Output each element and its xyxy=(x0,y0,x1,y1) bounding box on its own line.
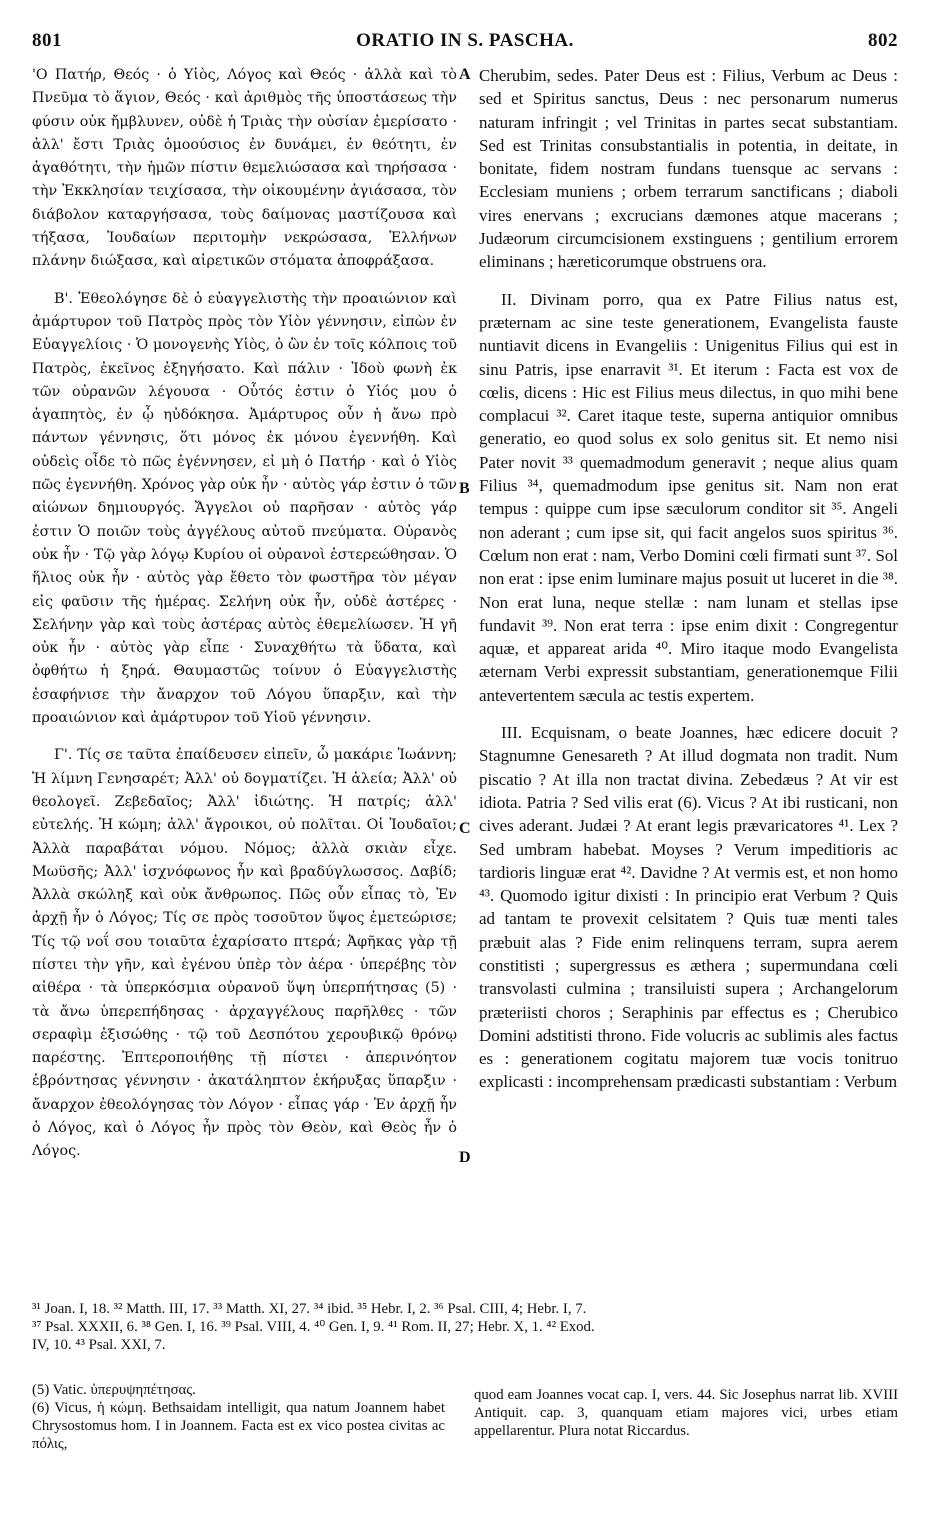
greek-paragraph-2: Β'. Ἐθεολόγησε δὲ ὁ εὐαγγελιστὴς τὴν προαιώνιον καὶ ἀμάρτυρον τοῦ Πατρὸς πρὸς τὸν Υἱὸν γέννησιν, εἰπὼν ἐν Εὐαγγελίοις · Ὁ μονογενὴς Υἱὸς, ὁ ὢν ἐν τοῖς κόλποις τοῦ Πατρὸς, ἐκεῖνος ἐξηγήσατο. Καὶ πάλιν · Ἰδοὺ φωνὴ ἐκ τῶν οὐρανῶν λέγουσα · Οὗτός ἐστιν ὁ Υἱός μου ὁ ἀγαπητὸς, ἐν ᾧ ηὐδόκησα. Ἀμάρτυρος οὖν ἡ ἄνω πρὸ πάντων γέννησις, ὅτι μόνος ἐκ μόνου ἐγεννήθη. Καὶ οὐδεὶς οἶδε τὸ πῶς ἐγέννησεν, εἰ μὴ ὁ Πατήρ · καὶ ὁ Υἱὸς πῶς ἐγεννήθη. Χρόνος γὰρ οὐκ ἦν · αὐτὸς γάρ ἐστιν ὁ τῶν αἰώνων δημιουργός. Ἄγγελοι οὐ παρῆσαν · αὐτὸς γάρ ἐστιν Ὁ ποιῶν τοὺς ἀγγέλους αὐτοῦ πνεύματα. Οὐρανὸς οὐκ ἦν · Τῷ γὰρ λόγῳ Κυρίου οἱ οὐρανοὶ ἐστερεώθησαν. Ὁ ἥλιος οὐκ ἦν · αὐτὸς γὰρ ἔθετο τὸν φωστῆρα τὸν μέγαν εἰς φαῦσιν τῆς ἡμέρας. Σελήνη οὐκ ἦν, οὐδὲ ἀστέρες · Σελήνην γὰρ καὶ τοὺς ἀστέρας αὐτὸς ἐθεμελίωσεν. Ἡ γῆ οὐκ ἦν · αὐτὸς γὰρ εἶπε · Συναχθήτω τὰ ὕδατα, καὶ ὀφθήτω ἡ ξηρά. Θαυμαστῶς τοίνυν ὁ Εὐαγγελιστὴς ἐσαφήνισε τὴν ἄναρχον τοῦ Λόγου ὕπαρξιν, καὶ τὴν προαιώνιον καὶ ἀμάρτυρον τοῦ Υἱοῦ γέννησιν. xyxy=(32,290,457,727)
footnote-line-1: ³¹ Joan. I, 18. ³² Matth. III, 17. ³³ Matth. XI, 27. ³⁴ ibid. ³⁵ Hebr. I, 2. ³⁶ Psal. CIII, 4; Hebr. I, 7. xyxy=(32,1301,587,1317)
margin-marker-b: B xyxy=(459,480,470,497)
latin-paragraph-3: III. Ecquisnam, o beate Joannes, hæc edicere docuit ? Stagnumne Genesareth ? At illud dogmata non tradit. Num piscatio ? At illa non tractat divina. Zebedæus ? At vir est idiota. Patria ? Sed vilis erat (6). Vicus ? At ibi rusticani, non cives aderant. Judæi ? At erant legis prævaricatores ⁴¹. Lex ? Sed umbram habebat. Moyses ? Verum impeditioris ac tardioris linguæ erat ⁴². Davidne ? At vermis est, et non homo ⁴³. Quomodo igitur dixisti : In principio erat Verbum ? Quis ad tantam te provexit celsitatem ? Quis tuæ menti tales præbuit alas ? Fide enim relinquens terram, supra aerem constitisti ; supergressus es æthera ; supermundana cœli transvolasti culmina ; transiluisti supera ; Archangelorum præteriisti choros ; Seraphinis par effectus es ; Cherubico Domini adstitisti throno. Fide volucris ac sublimis ales factus es : generationem cogitatu majorem tuæ vocis tonitruo explicasti : incomprehensam prædicasti substantiam : Verbum xyxy=(479,723,898,1092)
page-title: ORATIO IN S. PASCHA. xyxy=(356,30,574,51)
note-6: (6) Vicus, ἡ κώμη. Bethsaidam intelligit, qua natum Joannem habet Chrysostomus hom. I in Joannem. Facta est ex vico postea civitas ac πόλις, xyxy=(32,1400,445,1452)
note-5: (5) Vatic. ὑπερυψηπέτησας. xyxy=(32,1382,196,1398)
latin-column xyxy=(479,64,898,1094)
latin-paragraph-1: Cherubim, sedes. Pater Deus est : Filius, Verbum ac Deus : sed et Spiritus sanctus, Deus : nec personarum numerus naturam infringit ; vel Trinitas in partes secat substantiam. Sed est Trinitas consubstantialis in potentia, in deitate, in bonitate, fidem nostram fundans tuensque ac servans : Ecclesiam muniens ; orbem terrarum sanctificans ; diaboli vires enervans ; excrucians dæmones atque macerans ; Judæorum circumcisionem exstinguens ; gentilium errorem eliminans ; hæreticorumque obstruens ora. xyxy=(479,66,898,272)
page-number-right: 802 xyxy=(868,30,898,51)
footnote-line-3: IV, 10. ⁴³ Psal. XXI, 7. xyxy=(32,1337,166,1353)
greek-paragraph-3: Γ'. Τίς σε ταῦτα ἐπαίδευσεν εἰπεῖν, ὦ μακάριε Ἰωάννη; Ἡ λίμνη Γενησαρέτ; Ἀλλ' οὐ δογματίζει. Ἡ ἁλεία; Ἀλλ' οὐ θεολογεῖ. Ζεβεδαῖος; Ἀλλ' ἰδιώτης. Ἡ πατρίς; ἀλλ' εὐτελής. Ἡ κώμη; ἀλλ' ἄγροικοι, οὐ πολῖται. Οἱ Ἰουδαῖοι; Ἀλλὰ παραβάται νόμου. Νόμος; ἀλλὰ σκιὰν εἶχε. Μωϋσῆς; Ἀλλ' ἰσχνόφωνος ἦν καὶ βραδύγλωσσος. Δαβίδ; Ἀλλὰ σκώληξ καὶ οὐκ ἄνθρωπος. Πῶς οὖν εἶπας τὸ, Ἐν ἀρχῇ ἦν ὁ Λόγος; Τίς σε πρὸς τοσοῦτον ὕψος ἐμετεώρισε; Τίς τῷ νοΐ σου τοιαῦτα ἐχαρίσατο πτερά; Ἀφῆκας γὰρ τῇ πίστει τὴν γῆν, καὶ ἐγένου ὑπὲρ τὸν ἀέρα · ὑπερέβης τὸν αἰθέρα · τὰ ὑπερκόσμια οὐρανοῦ ὕψη ὑπερπήτησας (5) · τὰ ἄνω ὑπερεπήδησας · ἀρχαγγέλους παρῆλθες · τῶν σεραφὶμ ἐξισώθης · τῷ τοῦ Δεσπότου χερουβικῷ θρόνῳ παρέστης. Ἐπτεροποιήθης τῇ πίστει · ἀπερινόητον ἐβρόντησας γέννησιν · ἀκατάληπτον ἐκήρυξας ὕπαρξιν · ἄναρχον ἐθεολόγησας τὸν Λόγον · εἶπας γάρ · Ἐν ἀρχῇ ἦν ὁ Λόγος, καὶ ὁ Λόγος ἦν πρὸς τὸν Θεὸν, καὶ Θεὸς ἦν ὁ Λόγος. xyxy=(32,747,457,1160)
page-header xyxy=(32,30,898,64)
note-6-continuation: quod eam Joannes vocat cap. I, vers. 44. Sic Josephus narrat lib. XVIII Antiquit. cap. 3, quanquam etiam majores vici, urbes etiam appellarentur. Plura notat Riccardus. xyxy=(474,1387,898,1439)
editor-notes-right xyxy=(474,1386,898,1440)
greek-column xyxy=(32,64,457,1164)
greek-paragraph-1: 'Ο Πατήρ, Θεός · ὁ Υἱὸς, Λόγος καὶ Θεός · ἀλλὰ καὶ τὸ Πνεῦμα τὸ ἅγιον, Θεός · καὶ ἀριθμὸς τῆς ὑποστάσεως τὴν φύσιν οὐκ ἤμβλυνεν, οὐδὲ ἡ Τριὰς τὴν οὐσίαν ἐμερίσατο · ἀλλ' ἔστι Τριὰς ὁμοούσιος ἐν δυνάμει, ἐν θεότητι, ἐν ἀγαθότητι, τὴν ἡμῶν πίστιν θεμελιώσασα καὶ τηρήσασα · τὴν Ἐκκλησίαν τειχίσασα, τὴν οἰκουμένην ἁγιάσασα, τὸν διάβολον καταργήσασα, τοὺς δαίμονας μαστίζουσα καὶ τήξασα, Ἰουδαίων περιτομὴν νεκρώσασα, Ἑλλήνων πλάνην διώξασα, καὶ αἱρετικῶν στόματα ἀποφράξασα. xyxy=(32,67,457,270)
editor-notes-left xyxy=(32,1381,445,1453)
page-number-left: 801 xyxy=(32,30,62,51)
footnotes xyxy=(32,1300,898,1354)
document-page xyxy=(32,30,898,1452)
latin-paragraph-2: II. Divinam porro, qua ex Patre Filius natus est, præternam ac sine teste generationem, Evangelista fauste nuntiavit dicens in Evangeliis : Unigenitus Filius qui est in sinu Patris, ipse enarravit ³¹. Et iterum : Facta est vox de cœlis, dicens : Hic est Filius meus dilectus, in quo mihi bene complacui ³². Caret itaque teste, superna antiquior omnibus generatio, eo quod solus ex solo genitus sit. Et nemo nisi Pater novit ³³ quemadmodum generavit ; neque alius quam Filius ³⁴, quemadmodum ipse genitus sit. Nam non erat tempus : quippe cum ipse sæculorum conditor sit ³⁵. Angeli non aderant ; cum ipse sit, qui facit angelos suos spiritus ³⁶. Cœlum non erat : nam, Verbo Domini cœli firmati sunt ³⁷. Sol non erat : ipse enim luminare majus posuit ut luceret in die ³⁸. Non erat luna, neque stellæ : nam lunam et stellas ipse fundavit ³⁹. Non erat terra : ipse enim dixit : Congregentur aquæ, et appareat arida ⁴⁰. Miro itaque modo Evangelista æternam Verbi expressit substantiam, generationemque Filii antevertentem sæcula ac testis expertem. xyxy=(479,289,898,705)
margin-marker-c: C xyxy=(459,820,471,837)
margin-marker-d: D xyxy=(459,1149,471,1166)
footnote-line-2: ³⁷ Psal. XXXII, 6. ³⁸ Gen. I, 16. ³⁹ Psal. VIII, 4. ⁴⁰ Gen. I, 9. ⁴¹ Rom. II, 27; Hebr. X, 1. ⁴² Exod. xyxy=(32,1319,595,1335)
margin-marker-a: A xyxy=(459,66,471,83)
